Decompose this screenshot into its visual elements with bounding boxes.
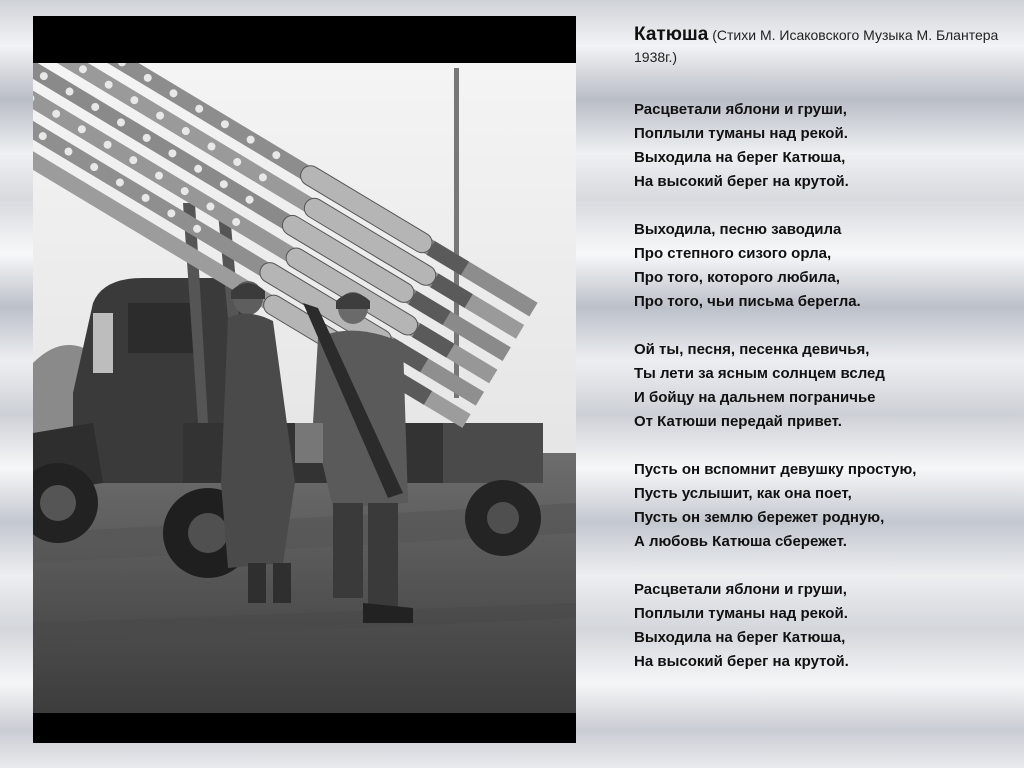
song-text-panel xyxy=(634,24,1004,698)
lyric-line: Поплыли туманы над рекой. xyxy=(634,125,848,142)
lyric-line: Выходила на берег Катюша, xyxy=(634,629,846,646)
stanza xyxy=(634,338,1004,434)
song-lyrics xyxy=(634,98,1004,674)
lyric-line: Расцветали яблони и груши, xyxy=(634,581,847,598)
stanza xyxy=(634,218,1004,314)
lyric-line: Ты лети за ясным солнцем вслед xyxy=(634,365,885,382)
lyric-line: Пусть он землю бережет родную, xyxy=(634,509,885,526)
lyric-line: Пусть он вспомнит девушку простую, xyxy=(634,461,917,478)
lyric-line: Пусть услышит, как она поет, xyxy=(634,485,852,502)
lyric-line: На высокий берег на крутой. xyxy=(634,173,849,190)
song-title: Катюша xyxy=(634,24,709,45)
lyric-line: Поплыли туманы над рекой. xyxy=(634,605,848,622)
lyric-line: Про степного сизого орла, xyxy=(634,245,832,262)
historical-photo xyxy=(33,16,576,743)
stanza xyxy=(634,98,1004,194)
lyric-line: А любовь Катюша сбережет. xyxy=(634,533,847,550)
lyric-line: На высокий берег на крутой. xyxy=(634,653,849,670)
lyric-line: От Катюши передай привет. xyxy=(634,413,842,430)
lyric-line: Ой ты, песня, песенка девичья, xyxy=(634,341,870,358)
lyric-line: Выходила, песню заводила xyxy=(634,221,842,238)
katyusha-photo-illustration xyxy=(33,63,576,713)
lyric-line: Выходила на берег Катюша, xyxy=(634,149,846,166)
stanza xyxy=(634,578,1004,674)
song-heading xyxy=(634,24,1004,68)
lyric-line: Расцветали яблони и груши, xyxy=(634,101,847,118)
lyric-line: Про того, которого любила, xyxy=(634,269,840,286)
stanza xyxy=(634,458,1004,554)
lyric-line: Про того, чьи письма берегла. xyxy=(634,293,861,310)
song-credits: (Стихи М. Исаковского Музыка М. Блантера 1938г.) xyxy=(634,27,999,65)
lyric-line: И бойцу на дальнем пограничье xyxy=(634,389,876,406)
